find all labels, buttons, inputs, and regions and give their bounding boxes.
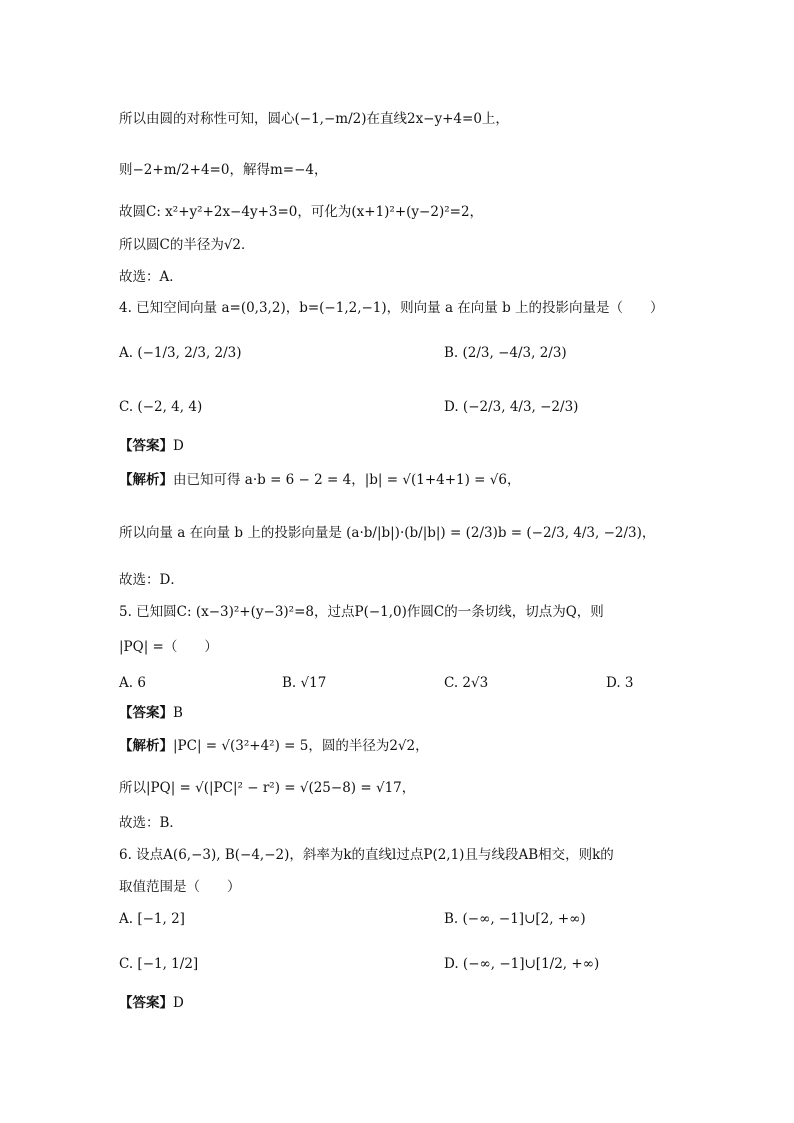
analysis-tag: 【解析】 xyxy=(119,738,173,754)
q4-option-c: C. (−2, 4, 4) xyxy=(119,399,203,415)
answer-tag: 【答案】 xyxy=(119,995,173,1011)
q6-option-a: A. [−1, 2] xyxy=(119,911,185,927)
question-4-stem: 4. 已知空间向量 a=(0,3,2)，b=(−1,2,−1)，则向量 a 在向量 b 上的投影向量是（ ） xyxy=(119,300,664,316)
q5-analysis-line: 故选：B． xyxy=(119,815,183,831)
q4-option-d: D. (−2/3, 4/3, −2/3) xyxy=(444,399,579,415)
text-line: 所以由圆的对称性可知，圆心(−1,−m/2)在直线2x−y+4=0上， xyxy=(119,111,509,127)
answer-value: B xyxy=(173,705,183,721)
analysis-text: |PC| = √(3²+4²) = 5，圆的半径为2√2， xyxy=(173,738,429,754)
q4-analysis-line: 故选：D． xyxy=(119,572,184,588)
q5-option-a: A. 6 xyxy=(119,675,146,691)
q5-option-d: D. 3 xyxy=(606,675,634,691)
answer-tag: 【答案】 xyxy=(119,438,173,454)
q5-option-b: B. √17 xyxy=(282,675,327,691)
text-line: 故圆C: x²+y²+2x−4y+3=0，可化为(x+1)²+(y−2)²=2， xyxy=(119,204,484,220)
text-line: 故选：A． xyxy=(119,269,183,285)
q5-analysis-line xyxy=(119,740,429,754)
q5-answer xyxy=(119,707,183,721)
q6-option-d: D. (−∞, −1]∪[1/2, +∞) xyxy=(444,956,600,972)
q5-analysis-line: 所以|PQ| = √(|PC|² − r²) = √(25−8) = √17， xyxy=(119,780,416,796)
text-line: 所以圆C的半径为√2． xyxy=(119,237,255,253)
answer-tag: 【答案】 xyxy=(119,705,173,721)
text-line: 则−2+m/2+4=0，解得m=−4， xyxy=(119,162,328,178)
answer-value: D xyxy=(173,438,184,454)
q6-option-b: B. (−∞, −1]∪[2, +∞) xyxy=(444,911,586,927)
question-6-stem: 取值范围是（ ） xyxy=(119,879,241,895)
question-5-stem: 5. 已知圆C: (x−3)²+(y−3)²=8，过点P(−1,0)作圆C的一条切线，切点为Q，则 xyxy=(119,604,604,620)
analysis-tag: 【解析】 xyxy=(119,472,173,488)
q6-answer xyxy=(119,997,184,1011)
question-6-stem: 6. 设点A(6,−3), B(−4,−2)，斜率为k的直线l过点P(2,1)且与线段AB相交，则k的 xyxy=(119,847,614,863)
answer-value: D xyxy=(173,995,184,1011)
analysis-text: 由已知可得 a·b = 6 − 2 = 4，|b| = √(1+4+1) = √6， xyxy=(173,472,521,488)
question-5-stem: |PQ| =（ ） xyxy=(119,639,218,655)
q4-analysis-line: 所以向量 a 在向量 b 上的投影向量是 (a·b/|b|)·(b/|b|) = (2/3)b = (−2/3, 4/3, −2/3)， xyxy=(119,525,656,541)
q4-analysis-line xyxy=(119,474,520,488)
q4-answer xyxy=(119,440,184,454)
q4-option-a: A. (−1/3, 2/3, 2/3) xyxy=(119,345,242,361)
q4-option-b: B. (2/3, −4/3, 2/3) xyxy=(444,345,567,361)
q6-option-c: C. [−1, 1/2] xyxy=(119,956,199,972)
q5-option-c: C. 2√3 xyxy=(444,675,489,691)
